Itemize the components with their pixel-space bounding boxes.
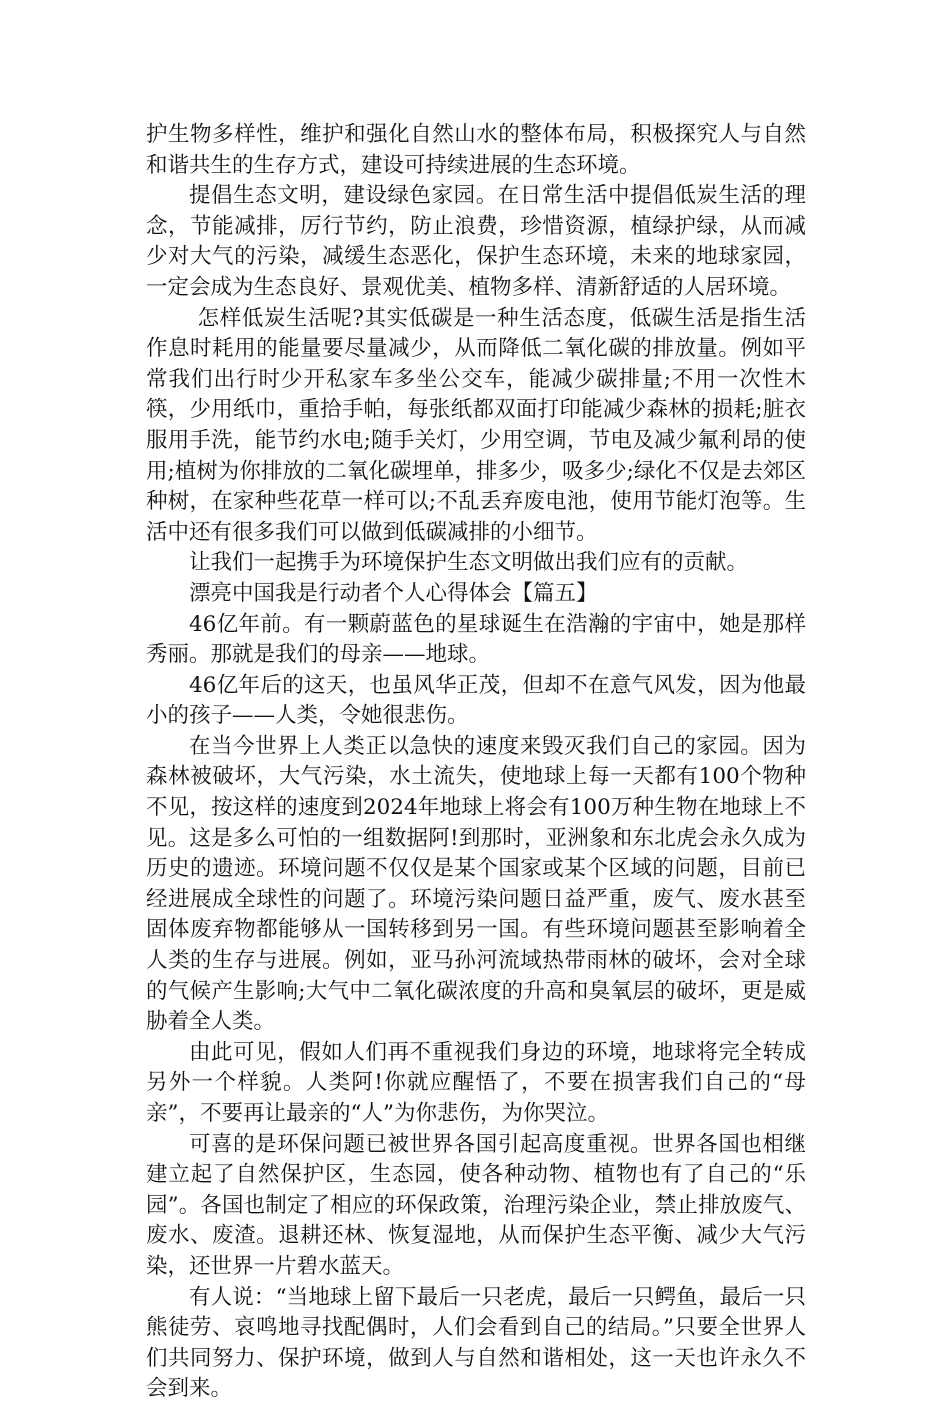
paragraph: 怎样低炭生活呢?其实低碳是一种生活态度，低碳生活是指生活作息时耗用的能量要尽量减少，从而降低二氧化碳的排放量。例如平常我们出行时少开私家车多坐公交车，能减少碳排量;不用一次性木筷，少用纸巾，重拾手帕，每张纸都双面打印能减少森林的损耗;脏衣服用手洗，能节约水电;随手关灯，少用空调，节电及减少氟利昂的使用;植树为你排放的二氧化碳埋单，排多少，吸多少;绿化不仅是去郊区种树，在家种些花草一样可以;不乱丢弃废电池，使用节能灯泡等。生活中还有很多我们可以做到低碳减排的小细节。: [146, 305, 806, 545]
paragraph: 46亿年前。有一颗蔚蓝色的星球诞生在浩瀚的宇宙中，她是那样秀丽。那就是我们的母亲——地球。: [146, 611, 806, 668]
paragraph: 有人说：“当地球上留下最后一只老虎，最后一只鳄鱼，最后一只熊徒劳、哀鸣地寻找配偶时，人们会看到自己的结局。”只要全世界人们共同努力、保护环境，做到人与自然和谐相处，这一天也许永久不会到来。: [146, 1284, 806, 1402]
paragraph: 46亿年后的这天，也虽风华正茂，但却不在意气风发，因为他最小的孩子——人类，令她很悲伤。: [146, 672, 806, 729]
paragraph: 提倡生态文明，建设绿色家园。在日常生活中提倡低炭生活的理念，节能减排，厉行节约，防止浪费，珍惜资源，植绿护绿，从而减少对大气的污染，减缓生态恶化，保护生态环境，未来的地球家园，一定会成为生态良好、景观优美、植物多样、清新舒适的人居环境。: [146, 183, 806, 300]
paragraph-continuation: 护生物多样性，维护和强化自然山水的整体布局，积极探究人与自然和谐共生的生存方式，建设可持续进展的生态环境。: [146, 122, 806, 178]
paragraph: 在当今世界上人类正以急快的速度来毁灭我们自己的家园。因为森林被破坏，大气污染，水土流失，使地球上每一天都有100个物种不见，按这样的速度到2024年地球上将会有100万种生物在地球上不见。这是多么可怕的一组数据阿!到那时，亚洲象和东北虎会永久成为历史的遗迹。环境问题不仅仅是某个国家或某个区域的问题，目前已经进展成全球性的问题了。环境污染问题日益严重，废气、废水甚至固体废弃物都能够从一国转移到另一国。有些环境问题甚至影响着全人类的生存与进展。例如，亚马孙河流域热带雨林的破坏，会对全球的气候产生影响;大气中二氧化碳浓度的升高和臭氧层的破坏，更是威胁着全人类。: [146, 733, 806, 1035]
document-body: [146, 120, 806, 1405]
section-heading: 漂亮中国我是行动者个人心得体会【篇五】: [189, 580, 598, 606]
paragraph: 让我们一起携手为环境保护生态文明做出我们应有的贡献。: [189, 550, 749, 576]
paragraph: 可喜的是环保问题已被世界各国引起高度重视。世界各国也相继建立起了自然保护区，生态园，使各种动物、植物也有了自己的“乐园”。各国也制定了相应的环保政策，治理污染企业，禁止排放废气、废水、废渣。退耕还林、恢复湿地，从而保护生态平衡、减少大气污染，还世界一片碧水蓝天。: [146, 1131, 806, 1279]
paragraph: 由此可见，假如人们再不重视我们身边的环境，地球将完全转成另外一个样貌。人类阿!你就应醒悟了，不要在损害我们自己的“母亲”，不要再让最亲的“人”为你悲伤，为你哭泣。: [146, 1039, 806, 1126]
